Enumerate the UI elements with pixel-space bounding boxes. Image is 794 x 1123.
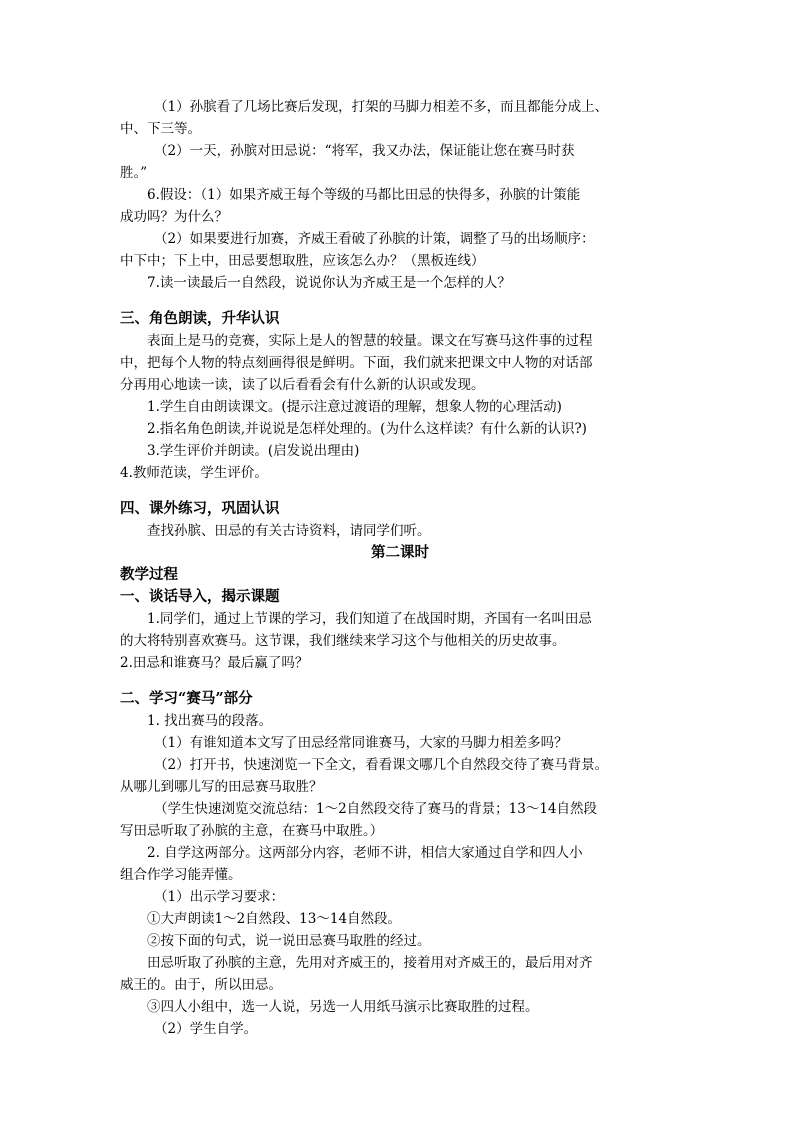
paragraph-line: （1）孙膑看了几场比赛后发现，打架的马脚力相差不多，而且都能分成上、 [154,99,609,115]
paragraph-line: 田忌听取了孙膑的主意，先用对齐威王的，接着用对齐威王的，最后用对齐 [147,955,593,971]
section-heading: 四、课外练习，巩固认识 [120,500,280,517]
section-gap [120,294,680,308]
paragraph-line: 成功吗？为什么？ [120,209,228,225]
paragraph-line: 2.指名角色朗读,并说说是怎样处理的。(为什么这样读？有什么新的认识?) [147,421,587,437]
paragraph-line: ①大声朗读1～2自然段、13～14自然段。 [147,911,402,927]
paragraph-line: 2. 自学这两部分。这两部分内容，老师不讲，相信大家通过自学和四人小 [147,845,583,861]
paragraph-line: 1.学生自由朗读课文。(提示注意过渡语的理解，想象人物的心理活动) [147,399,562,415]
paragraph-line: 7.读一读最后一自然段，说说你认为齐威王是一个怎样的人？ [147,275,511,291]
paragraph-line: ③四人小组中，选一人说，另选一人用纸马演示比赛取胜的过程。 [147,999,539,1015]
paragraph-line: （2）如果要进行加赛，齐威王看破了孙膑的计策，调整了马的出场顺序： [154,231,595,247]
document-page [120,96,680,1040]
section-gap [120,674,680,688]
paragraph-line: （1）有谁知道本文写了田忌经常同谁赛马，大家的马脚力相差多吗？ [154,735,568,751]
paragraph-line: （2）打开书，快速浏览一下全文，看看课文哪几个自然段交待了赛马背景。 [154,757,609,773]
paragraph-line: 3.学生评价并朗读。(启发说出理由) [147,443,360,459]
section-heading: 一、谈话导入，揭示课题 [120,588,280,605]
paragraph-line: 6.假设：（1）如果齐威王每个等级的马都比田忌的快得多，孙膑的计策能 [147,187,581,203]
paragraph-line: 1. 找出赛马的段落。 [147,713,273,729]
section-heading: 二、学习“赛马”部分 [120,690,253,707]
paragraph-line: 的大将特别喜欢赛马。这节课，我们继续来学习这个与他相关的历史故事。 [120,633,566,649]
paragraph-line: 2.田忌和谁赛马？最后赢了吗？ [120,655,309,671]
paragraph-line: 中，把每个人物的特点刻画得很是鲜明。下面，我们就来把课文中人物的对话部 [120,355,593,371]
paragraph-line: （学生快速浏览交流总结：1～2自然段交待了赛马的背景；13～14自然段 [154,801,598,817]
paragraph-line: 分再用心地读一读，读了以后看看会有什么新的认识或发现。 [120,377,485,393]
paragraph-line: 表面上是马的竞赛，实际上是人的智慧的较量。课文在写赛马这件事的过程 [147,333,593,349]
paragraph-line: 组合作学习能弄懂。 [120,867,242,883]
paragraph-line: ②按下面的句式，说一说田忌赛马取胜的经过。 [147,933,431,949]
section-gap [120,484,680,498]
paragraph-line: 胜。” [120,165,148,181]
paragraph-line: （1）出示学习要求： [154,889,285,905]
paragraph-line: 查找孙膑、田忌的有关古诗资料，请同学们听。 [147,523,431,539]
section-heading: 教学过程 [120,566,178,583]
lesson-title: 第二课时 [371,544,429,561]
paragraph-line: （2）学生自学。 [154,1021,258,1037]
paragraph-line: 从哪儿到哪儿写的田忌赛马取胜？ [120,779,323,795]
paragraph-line: （2）一天，孙膑对田忌说：“将军，我又办法，保证能让您在赛马时获 [154,143,575,159]
paragraph-line: 写田忌听取了孙膑的主意，在赛马中取胜。） [120,823,384,839]
paragraph-line: 威王的。由于，所以田忌。 [120,977,282,993]
paragraph-line: 中下中；下上中，田忌要想取胜，应该怎么办？（黑板连线） [120,253,485,269]
paragraph-line: 4.教师范读，学生评价。 [120,465,268,481]
section-heading: 三、角色朗读，升华认识 [120,310,280,327]
paragraph-line: 中、下三等。 [120,121,201,137]
paragraph-line: 1.同学们，通过上节课的学习，我们知道了在战国时期，齐国有一名叫田忌 [147,611,592,627]
